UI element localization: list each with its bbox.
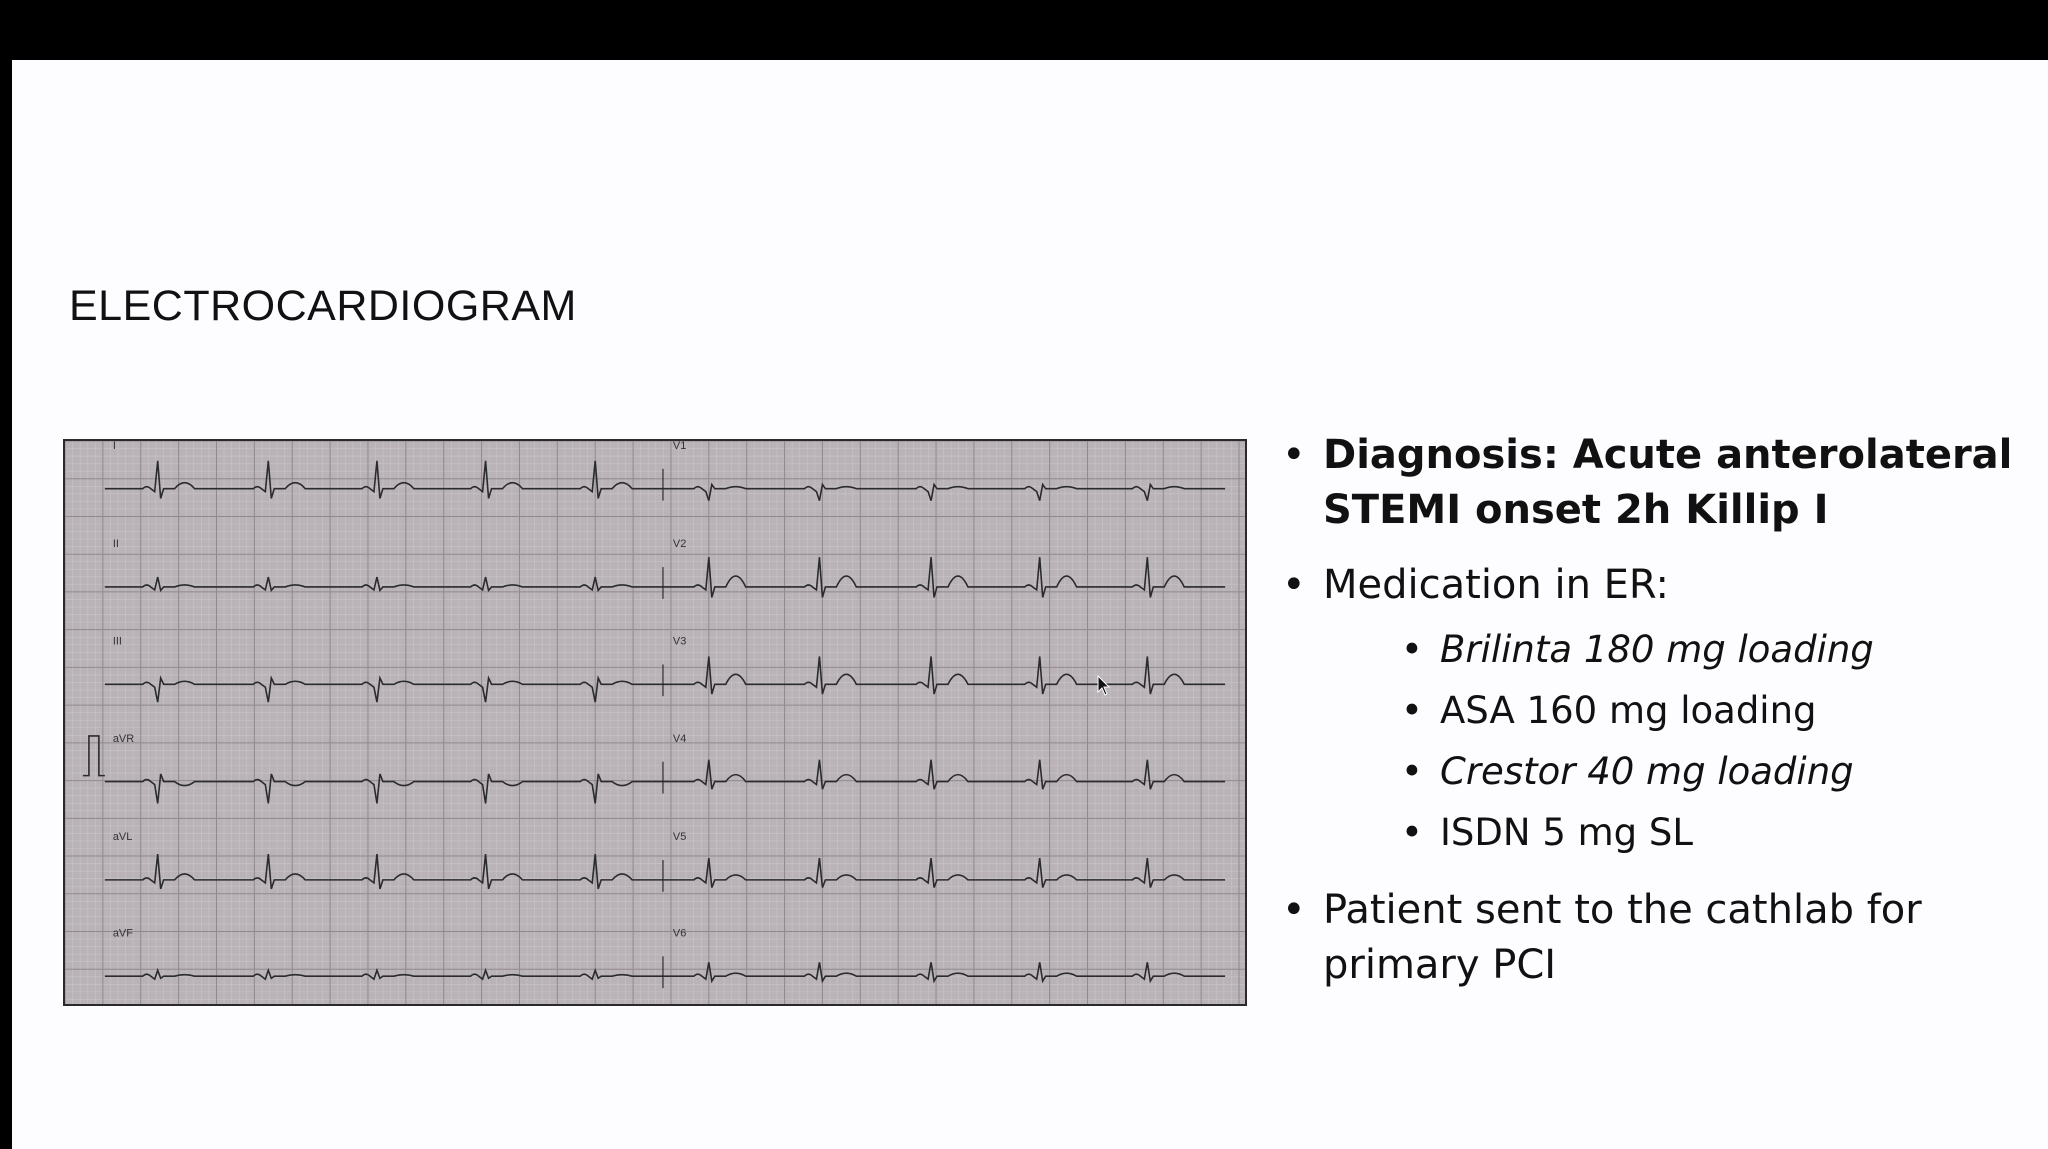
ecg-grid-minor	[65, 441, 1245, 1004]
medication-item	[1323, 802, 2048, 863]
bullet-diagnosis	[1282, 428, 2048, 538]
medication-text: Brilinta 180 mg loading	[1440, 628, 1874, 671]
bullet-dot: •	[1401, 750, 1423, 793]
lead-label: II	[112, 538, 119, 551]
disposition-text: Patient sent to the cathlab for primary PCI	[1323, 887, 1922, 988]
lead-label: aVL	[112, 831, 133, 844]
lead-label: III	[112, 635, 122, 648]
bullet-dot: •	[1401, 689, 1423, 732]
bullet-dot: •	[1282, 562, 1306, 608]
diagnosis-text: Diagnosis: Acute anterolateral STEMI onset 2h Killip I	[1323, 432, 2013, 533]
slide	[12, 60, 2048, 1149]
lead-label: I	[112, 441, 116, 452]
bullet-dot: •	[1401, 628, 1423, 671]
bullet-list	[1282, 428, 2048, 1013]
bullet-medication	[1282, 558, 2048, 863]
bullet-dot: •	[1282, 432, 1306, 478]
bullet-dot: •	[1282, 887, 1306, 933]
medication-item	[1323, 680, 2048, 741]
medication-item	[1323, 619, 2048, 680]
slide-title: ELECTROCARDIOGRAM	[69, 282, 577, 330]
mouse-pointer-icon	[1097, 675, 1111, 697]
ecg-grid-major	[65, 441, 1245, 1004]
lead-label: V6	[672, 927, 687, 940]
medication-text: ASA 160 mg loading	[1440, 689, 1817, 732]
lead-label: aVF	[112, 927, 133, 940]
medication-text: Crestor 40 mg loading	[1440, 750, 1854, 793]
ecg-image	[63, 439, 1247, 1006]
calibration-pulse	[83, 736, 105, 776]
lead-label: V5	[672, 831, 687, 844]
lead-label: V2	[672, 538, 687, 551]
lead-label: V1	[672, 441, 687, 452]
lead-label: V3	[672, 635, 687, 648]
medication-list	[1323, 619, 2048, 863]
medication-text: ISDN 5 mg SL	[1440, 811, 1694, 854]
medication-item	[1323, 741, 2048, 802]
bullet-dot: •	[1401, 811, 1423, 854]
ecg-tracing	[65, 441, 1245, 1004]
bullet-disposition	[1282, 883, 2048, 993]
lead-label: aVR	[112, 732, 135, 745]
lead-label: V4	[672, 732, 687, 745]
medication-heading: Medication in ER:	[1323, 562, 1669, 608]
